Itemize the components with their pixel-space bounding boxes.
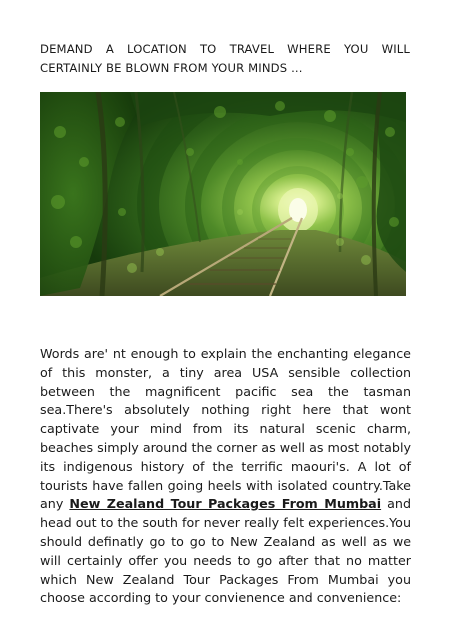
document-heading: DEMAND A LOCATION TO TRAVEL WHERE YOU WILL CERTAINLY BE BLOWN FROM YOUR MINDS ... bbox=[40, 42, 410, 75]
paragraph-text-after-link: and head out to the south for never really felt experiences.You should definatly go to go to New Zealand as well as we will certainly offer you needs to go after that no matter which New Zealand Tour Packages From Mumbai you choose according to your convienence and convenience: bbox=[40, 496, 412, 606]
paragraph-text-before-link: Words are' nt enough to explain the enchanting elegance of this monster, a tiny area USA sensible collection between the magnificent pacific sea the tasman sea.There's absolutely nothing right here that wont captivate your mind from its natural scenic charm, beaches simply around the corner as well as most notably its indigenous history of the terrific maouri's. A lot of tourists have fallen going heels with isolated country.Take any bbox=[40, 346, 411, 512]
tree-tunnel-photo bbox=[40, 92, 406, 296]
new-zealand-tour-link[interactable]: New Zealand Tour Packages From Mumbai bbox=[69, 496, 382, 512]
body-paragraph bbox=[40, 345, 411, 608]
